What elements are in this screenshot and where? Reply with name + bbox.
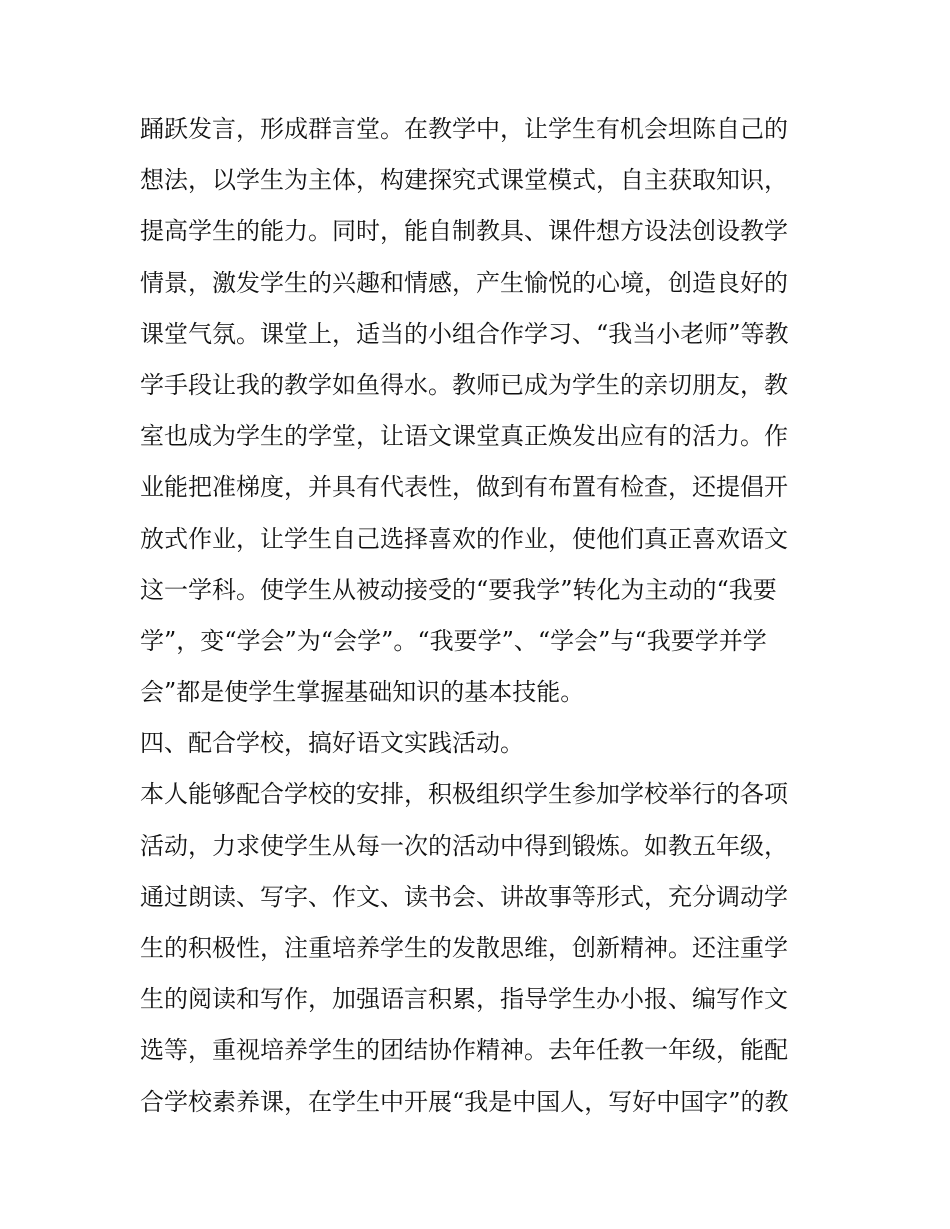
- text-line: 本人能够配合学校的安排，积极组织学生参加学校举行的各项: [140, 780, 788, 809]
- text-line: 生的阅读和写作，加强语言积累，指导学生办小报、编写作文: [140, 985, 788, 1014]
- section-heading: 四、配合学校，搞好语文实践活动。: [140, 729, 524, 758]
- text-line: 通过朗读、写字、作文、读书会、讲故事等形式，充分调动学: [140, 882, 788, 911]
- text-line: 活动，力求使学生从每一次的活动中得到锻炼。如教五年级，: [140, 831, 788, 860]
- text-line: 室也成为学生的学堂，让语文课堂真正焕发出应有的活力。作: [140, 422, 788, 451]
- text-line: 踊跃发言，形成群言堂。在教学中，让学生有机会坦陈自己的: [140, 115, 788, 143]
- text-line: 课堂气氛。课堂上，适当的小组合作学习、“我当小老师”等教: [140, 319, 789, 348]
- text-line: 想法，以学生为主体，构建探究式课堂模式，自主获取知识，: [140, 166, 788, 195]
- text-line: 合学校素养课，在学生中开展“我是中国人，写好中国字”的教: [140, 1087, 789, 1116]
- text-line: 会”都是使学生掌握基础知识的基本技能。: [140, 678, 585, 707]
- text-line: 情景，激发学生的兴趣和情感，产生愉悦的心境，创造良好的: [140, 268, 788, 297]
- text-line: 生的积极性，注重培养学生的发散思维，创新精神。还注重学: [140, 934, 788, 962]
- body-text: [140, 104, 830, 1128]
- text-line: 这一学科。使学生从被动接受的“要我学”转化为主动的“我要: [140, 575, 777, 604]
- text-line: 放式作业，让学生自己选择喜欢的作业，使他们真正喜欢语文: [140, 524, 788, 553]
- text-line: 选等，重视培养学生的团结协作精神。去年任教一年级，能配: [140, 1036, 788, 1065]
- text-line: 学手段让我的教学如鱼得水。教师已成为学生的亲切朋友，教: [140, 370, 788, 399]
- text-line: 学”，变“学会”为“会学”。“我要学”、“学会”与“我要学并学: [140, 626, 767, 655]
- text-line: 提高学生的能力。同时，能自制教具、课件想方设法创设教学: [140, 217, 788, 246]
- text-line: 业能把准梯度，并具有代表性，做到有布置有检查，还提倡开: [140, 473, 788, 502]
